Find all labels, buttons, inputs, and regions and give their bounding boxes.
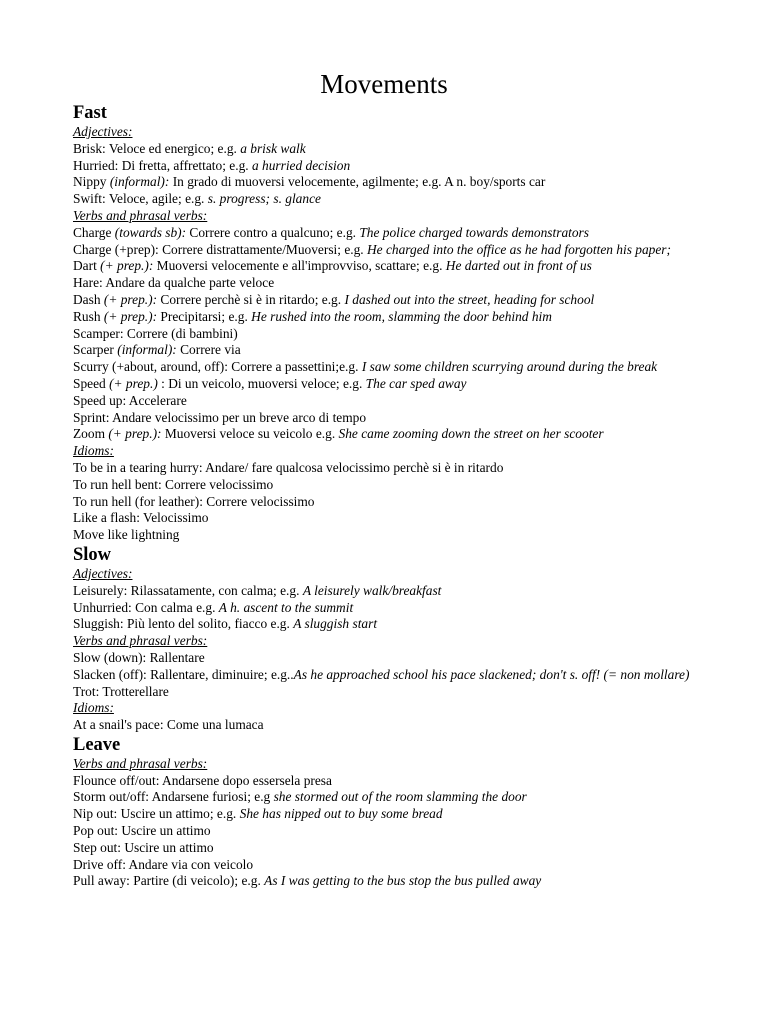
entry-definition: Correre (di bambini) — [123, 325, 238, 341]
entry-term: Leisurely: — [73, 582, 128, 598]
section-heading: Slow — [73, 544, 112, 565]
entry-term: Rush — [73, 308, 104, 324]
sections-container — [73, 102, 698, 890]
entry-example: A h. ascent to the summit — [218, 599, 354, 615]
list-item — [73, 309, 698, 326]
list-item — [73, 510, 698, 527]
entry-definition: Correre velocissimo — [202, 493, 315, 509]
entry-term: Flounce off/out: — [73, 772, 160, 788]
entry-definition: Correre perchè si è in ritardo; e.g. — [157, 291, 345, 307]
entry-term: Like a flash: — [73, 510, 140, 526]
list-item — [73, 174, 698, 191]
list-item — [73, 583, 698, 600]
list-item — [73, 717, 698, 734]
list-item — [73, 650, 698, 667]
list-item — [73, 326, 698, 343]
list-item — [73, 600, 698, 617]
entry-term: Pop out: — [73, 823, 119, 839]
list-item — [73, 494, 698, 511]
list-item — [73, 258, 698, 275]
list-item — [73, 225, 698, 242]
entry-definition: : Di un veicolo, muoversi veloce; e.g. — [157, 375, 366, 391]
entry-term: Hare: — [73, 275, 103, 291]
document-content — [73, 66, 698, 890]
entry-term: To run hell bent: — [73, 476, 162, 492]
entry-term: Nippy — [73, 174, 110, 190]
entry-definition: Andare via con veicolo — [125, 856, 254, 872]
list-item — [73, 773, 698, 790]
entry-definition: Partire (di veicolo); e.g. — [129, 873, 265, 889]
entry-example: I dashed out into the street, heading for school — [344, 291, 595, 307]
entry-term: Trot: — [73, 683, 100, 699]
entry-definition: Uscire un attimo — [118, 823, 211, 839]
entry-term: At a snail's pace: — [73, 717, 164, 733]
entry-term: Move like lightning — [73, 527, 180, 543]
entry-note: (+ prep.) — [109, 375, 158, 391]
list-item — [73, 857, 698, 874]
list-item — [73, 789, 698, 806]
entry-group — [73, 700, 698, 734]
entry-note: (+ prep.): — [100, 258, 154, 274]
entry-example: She came zooming down the street on her scooter — [338, 426, 604, 442]
entry-definition: Andare da qualche parte veloce — [102, 275, 275, 291]
entry-term: Drive off: — [73, 856, 126, 872]
entry-term: Speed — [73, 375, 110, 391]
entry-definition: Rilassatamente, con calma; e.g. — [127, 582, 303, 598]
entry-term: Nip out: — [73, 806, 118, 822]
entry-example: He darted out in front of us — [445, 258, 592, 274]
entry-definition: Uscire un attimo; e.g. — [117, 806, 240, 822]
entry-term: Scarper — [73, 342, 118, 358]
group-label: Verbs and phrasal verbs: — [73, 755, 208, 771]
entry-group — [73, 124, 698, 208]
entry-example: a hurried decision — [251, 157, 351, 173]
list-item — [73, 410, 698, 427]
entry-note: (informal): — [117, 342, 177, 358]
list-item — [73, 684, 698, 701]
entry-definition: Precipitarsi; e.g. — [157, 308, 252, 324]
entry-definition: Come una lumaca — [163, 717, 264, 733]
entry-example: a brisk walk — [240, 140, 306, 156]
list-item — [73, 342, 698, 359]
entry-term: Brisk: — [73, 140, 106, 156]
list-item — [73, 840, 698, 857]
entry-term: To run hell (for leather): — [73, 493, 203, 509]
entry-term: Dart — [73, 258, 101, 274]
entry-definition: Rallentare, diminuire; e.g.. — [146, 666, 294, 682]
list-item — [73, 141, 698, 158]
entry-example: I saw some children scurrying around during the break — [361, 359, 658, 375]
group-label: Idioms: — [73, 443, 114, 459]
entry-example: s. progress; s. glance — [207, 191, 321, 207]
entry-definition: In grado di muoversi velocemente, agilmente; e.g. A n. boy/sports car — [169, 174, 546, 190]
entry-group — [73, 208, 698, 443]
entry-example: The police charged towards demonstrators — [359, 224, 589, 240]
list-item — [73, 477, 698, 494]
list-item — [73, 616, 698, 633]
page-title: Movements — [320, 69, 448, 99]
group-label: Adjectives: — [73, 124, 133, 139]
list-item — [73, 460, 698, 477]
entry-definition: Andare/ fare qualcosa velocissimo perchè si è in ritardo — [202, 459, 504, 475]
entry-term: Sluggish: — [73, 616, 124, 632]
entry-group — [73, 756, 698, 890]
list-item — [73, 823, 698, 840]
entry-definition: Più lento del solito, fiacco e.g. — [123, 616, 294, 632]
entry-term: Scamper: — [73, 325, 124, 341]
entry-example: As he approached school his pace slackened; don't s. off! (= non mollare) — [293, 666, 690, 682]
entry-term: Step out: — [73, 839, 121, 855]
entry-term: Swift: — [73, 191, 106, 207]
entry-definition: Di fretta, affrettato; e.g. — [118, 157, 252, 173]
entry-definition: Correre via — [176, 342, 241, 358]
entry-term: Hurried: — [73, 157, 119, 173]
entry-definition: Trotterellare — [99, 683, 169, 699]
entry-definition: Con calma e.g. — [131, 599, 219, 615]
entry-term: Slacken (off): — [73, 666, 147, 682]
entry-definition: Correre contro a qualcuno; e.g. — [186, 224, 360, 240]
entry-example: she stormed out of the room slamming the door — [273, 789, 527, 805]
entry-term: Pull away: — [73, 873, 130, 889]
entry-term: Sprint: — [73, 409, 110, 425]
entry-example: As I was getting to the bus stop the bus pulled away — [264, 873, 542, 889]
list-item — [73, 376, 698, 393]
list-item — [73, 667, 698, 684]
entry-definition: Andare velocissimo per un breve arco di tempo — [109, 409, 367, 425]
entry-example: He rushed into the room, slamming the door behind him — [251, 308, 552, 324]
group-label: Idioms: — [73, 700, 114, 716]
group-label: Verbs and phrasal verbs: — [73, 633, 208, 649]
section-slow — [73, 544, 698, 734]
entry-term: Zoom — [73, 426, 109, 442]
entry-example: The car sped away — [365, 375, 467, 391]
list-item — [73, 158, 698, 175]
entry-definition: Velocissimo — [139, 510, 209, 526]
section-heading: Leave — [73, 734, 121, 755]
entry-note: (+ prep.): — [108, 426, 162, 442]
entry-example: A sluggish start — [293, 616, 378, 632]
section-fast — [73, 102, 698, 544]
list-item — [73, 426, 698, 443]
section-leave — [73, 734, 698, 890]
entry-definition: Andarsene furiosi; e.g — [149, 789, 274, 805]
entry-definition: Rallentare — [146, 649, 205, 665]
entry-definition: Uscire un attimo — [121, 839, 214, 855]
entry-term: Charge — [73, 224, 115, 240]
list-item — [73, 275, 698, 292]
entry-example: She has nipped out to buy some bread — [239, 806, 443, 822]
entry-definition: Veloce ed energico; e.g. — [105, 140, 241, 156]
entry-note: (towards sb): — [114, 224, 187, 240]
entry-definition: Accelerare — [126, 392, 187, 408]
entry-note: (informal): — [109, 174, 170, 190]
entry-note: (+ prep.): — [103, 291, 158, 307]
entry-term: To be in a tearing hurry: — [73, 459, 203, 475]
list-item — [73, 191, 698, 208]
list-item — [73, 527, 698, 544]
list-item — [73, 359, 698, 376]
entry-term: Storm out/off: — [73, 789, 150, 805]
entry-term: Scurry (+about, around, off): — [73, 359, 228, 375]
entry-definition: Correre velocissimo — [161, 476, 274, 492]
entry-group — [73, 566, 698, 633]
entry-definition: Andarsene dopo essersela presa — [159, 772, 332, 788]
entry-definition: Correre a passettini;e.g. — [227, 359, 362, 375]
entry-term: Charge (+prep): — [73, 241, 159, 257]
entry-note: (+ prep.): — [103, 308, 158, 324]
entry-term: Slow (down): — [73, 649, 147, 665]
entry-definition: Veloce, agile; e.g. — [105, 191, 208, 207]
section-heading: Fast — [73, 103, 107, 123]
list-item — [73, 292, 698, 309]
entry-group — [73, 633, 698, 700]
list-item — [73, 873, 698, 890]
list-item — [73, 242, 698, 259]
list-item — [73, 393, 698, 410]
entry-term: Speed up: — [73, 392, 127, 408]
entry-term: Dash — [73, 291, 104, 307]
entry-example: He charged into the office as he had forgotten his paper; — [367, 241, 671, 257]
entry-definition: Muoversi velocemente e all'improvviso, scattare; e.g. — [153, 258, 446, 274]
list-item — [73, 806, 698, 823]
group-label: Adjectives: — [73, 565, 133, 581]
entry-term: Unhurried: — [73, 599, 132, 615]
entry-definition: Correre distrattamente/Muoversi; e.g. — [158, 241, 368, 257]
entry-group — [73, 443, 698, 544]
group-label: Verbs and phrasal verbs: — [73, 207, 208, 223]
entry-example: A leisurely walk/breakfast — [302, 582, 442, 598]
entry-definition: Muoversi veloce su veicolo e.g. — [161, 426, 339, 442]
